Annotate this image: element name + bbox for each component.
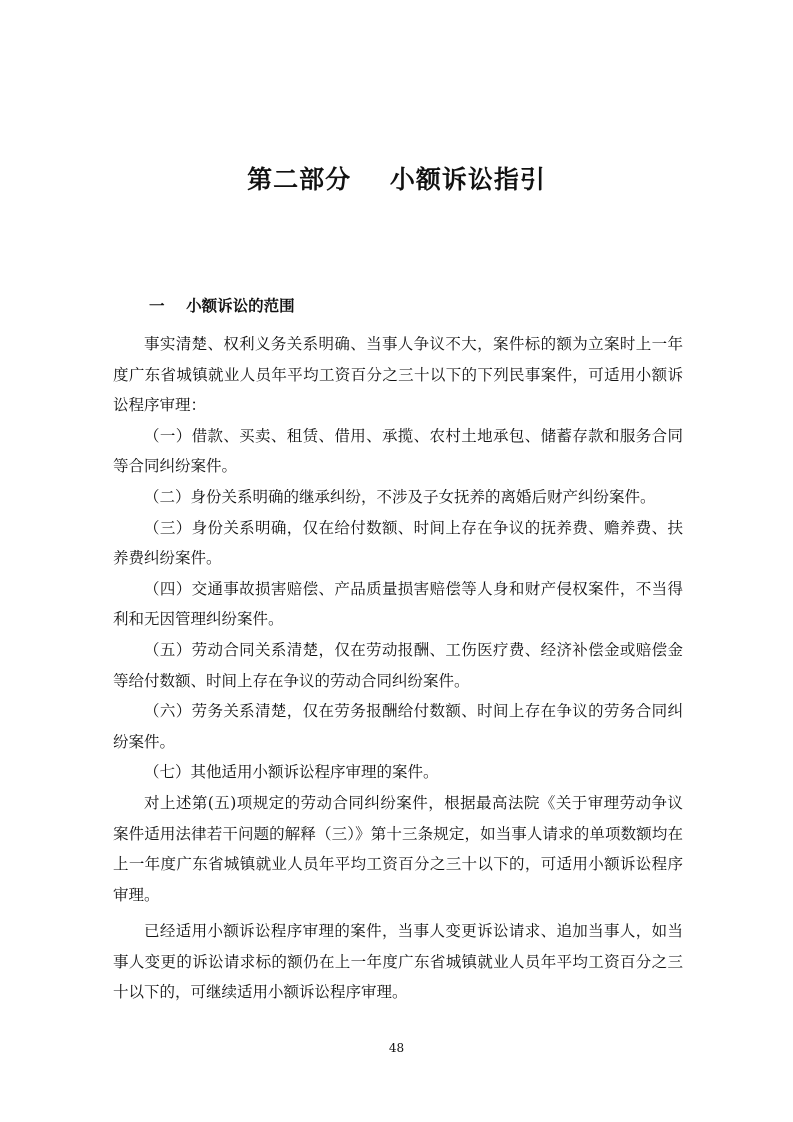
- body-text: [113, 329, 683, 1008]
- list-item-1: （一）借款、买卖、租赁、借用、承揽、农村土地承包、储蓄存款和服务合同等合同纠纷案件。: [113, 426, 683, 476]
- note-paragraph: 对上述第(五)项规定的劳动合同纠纷案件，根据最高法院《关于审理劳动争议案件适用法律若干问题的解释（三）》第十三条规定，如当事人请求的单项数额均在上一年度广东省城镇就业人员年平均工资百分之三十以下的，可适用小额诉讼程序审理。: [113, 793, 683, 904]
- list-item-5: （五）劳动合同关系清楚，仅在劳动报酬、工伤医疗费、经济补偿金或赔偿金等给付数额、时间上存在争议的劳动合同纠纷案件。: [113, 640, 683, 690]
- closing-paragraph: 已经适用小额诉讼程序审理的案件，当事人变更诉讼请求、追加当事人，如当事人变更的诉讼请求标的额仍在上一年度广东省城镇就业人员年平均工资百分之三十以下的，可继续适用小额诉讼程序审理。: [113, 922, 683, 1002]
- list-item-7: （七）其他适用小额诉讼程序审理的案件。: [144, 763, 439, 782]
- list-item-4: （四）交通事故损害赔偿、产品质量损害赔偿等人身和财产侵权案件，不当得利和无因管理纠纷案件。: [113, 579, 683, 629]
- part-title: 第二部分 小额诉讼指引: [247, 165, 546, 194]
- list-item-6: （六）劳务关系清楚，仅在劳务报酬给付数额、时间上存在争议的劳务合同纠纷案件。: [113, 702, 683, 751]
- list-item-2: （二）身份关系明确的继承纠纷，不涉及子女抚养的离婚后财产纠纷案件。: [144, 487, 656, 506]
- page-number: 48: [388, 1041, 405, 1055]
- section-heading: 一 小额诉讼的范围: [149, 297, 295, 315]
- list-item-3: （三）身份关系明确，仅在给付数额、时间上存在争议的抚养费、赡养费、扶养费纠纷案件。: [113, 518, 683, 568]
- intro-paragraph: 事实清楚、权利义务关系明确、当事人争议不大，案件标的额为立案时上一年度广东省城镇就业人员年平均工资百分之三十以下的下列民事案件，可适用小额诉讼程序审理：: [113, 335, 683, 415]
